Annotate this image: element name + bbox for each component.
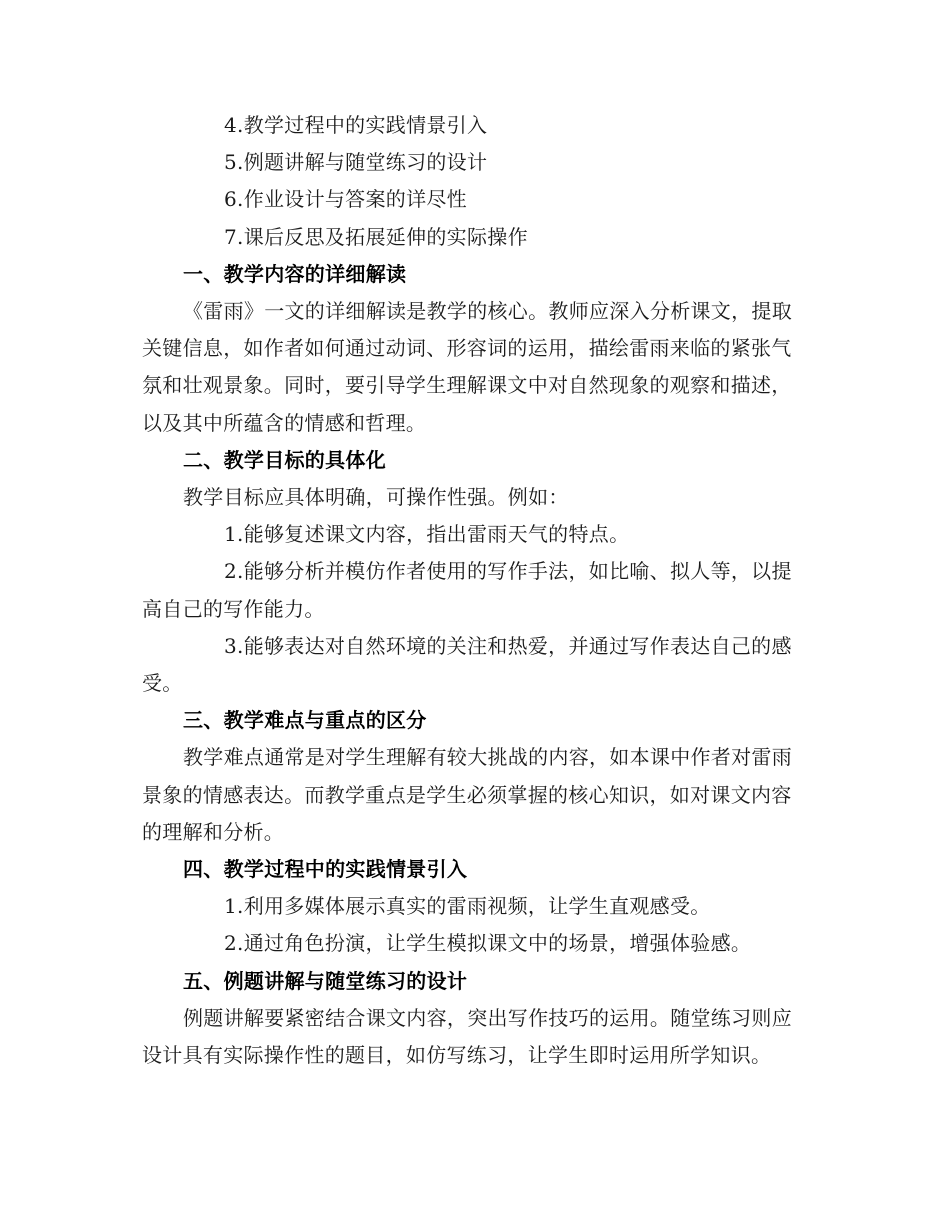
- toc-item-text: 作业设计与答案的详尽性: [243, 187, 467, 212]
- section-heading-examples: 五、例题讲解与随堂练习的设计: [183, 968, 468, 993]
- section-paragraph-difficulties: 教学难点通常是对学生理解有较大挑战的内容，如本课中作者对雷雨景象的情感表达。而教学重点是学生必须掌握的核心知识，如对课文内容的理解和分析。: [142, 745, 792, 844]
- section-heading-content-reading: 一、教学内容的详细解读: [183, 261, 407, 286]
- practice-item: [142, 888, 806, 925]
- toc-item-number: 7.: [224, 224, 244, 249]
- toc-item-text: 教学过程中的实践情景引入: [243, 113, 488, 137]
- toc-item: [142, 181, 806, 218]
- practice-number: 2.: [224, 931, 244, 956]
- objective-number: 2.: [224, 559, 244, 584]
- practice-text: 通过角色扮演，让学生模拟课文中的场景，增强体验感。: [243, 931, 752, 956]
- section-paragraph-content-reading: 《雷雨》一文的详细解读是教学的核心。教师应深入分析课文，提取关键信息，如作者如何通过动词、形容词的运用，描绘雷雨来临的紧张气氛和壮观景象。同时，要引导学生理解课文中对自然现象的观察和描述，以及其中所蕴含的情感和哲理。: [142, 299, 792, 435]
- toc-item-text: 例题讲解与随堂练习的设计: [243, 150, 488, 175]
- objective-item: [142, 516, 806, 553]
- toc-item: [142, 144, 806, 181]
- objective-item: [142, 553, 806, 627]
- section-heading-difficulties: 三、教学难点与重点的区分: [183, 708, 427, 733]
- toc-item-number: 5.: [224, 150, 244, 175]
- objective-number: 1.: [224, 522, 244, 547]
- toc-item-text: 课后反思及拓展延伸的实际操作: [243, 224, 528, 249]
- objective-text: 能够表达对自然环境的关注和热爱，并通过写作表达自己的感受。: [142, 633, 792, 696]
- objective-text: 能够复述课文内容，指出雷雨天气的特点。: [243, 522, 630, 547]
- section-heading-practice: 四、教学过程中的实践情景引入: [183, 857, 468, 882]
- section-intro-objectives: 教学目标应具体明确，可操作性强。例如：: [183, 485, 569, 510]
- practice-number: 1.: [224, 894, 244, 919]
- objective-item: [142, 628, 806, 702]
- toc-item-number: 4.: [224, 113, 244, 137]
- practice-item: [142, 925, 806, 962]
- toc-item-number: 6.: [224, 187, 244, 212]
- practice-text: 利用多媒体展示真实的雷雨视频，让学生直观感受。: [243, 894, 711, 919]
- section-heading-objectives: 二、教学目标的具体化: [183, 447, 386, 472]
- objective-text: 能够分析并模仿作者使用的写作手法，如比喻、拟人等，以提高自己的写作能力。: [142, 559, 792, 621]
- section-paragraph-examples: 例题讲解要紧密结合课文内容，突出写作技巧的运用。随堂练习则应设计具有实际操作性的题目，如仿写练习，让学生即时运用所学知识。: [142, 1005, 792, 1068]
- toc-item: [142, 219, 806, 256]
- toc-item: [142, 107, 806, 144]
- document-body: [142, 107, 806, 1074]
- objective-number: 3.: [224, 633, 244, 658]
